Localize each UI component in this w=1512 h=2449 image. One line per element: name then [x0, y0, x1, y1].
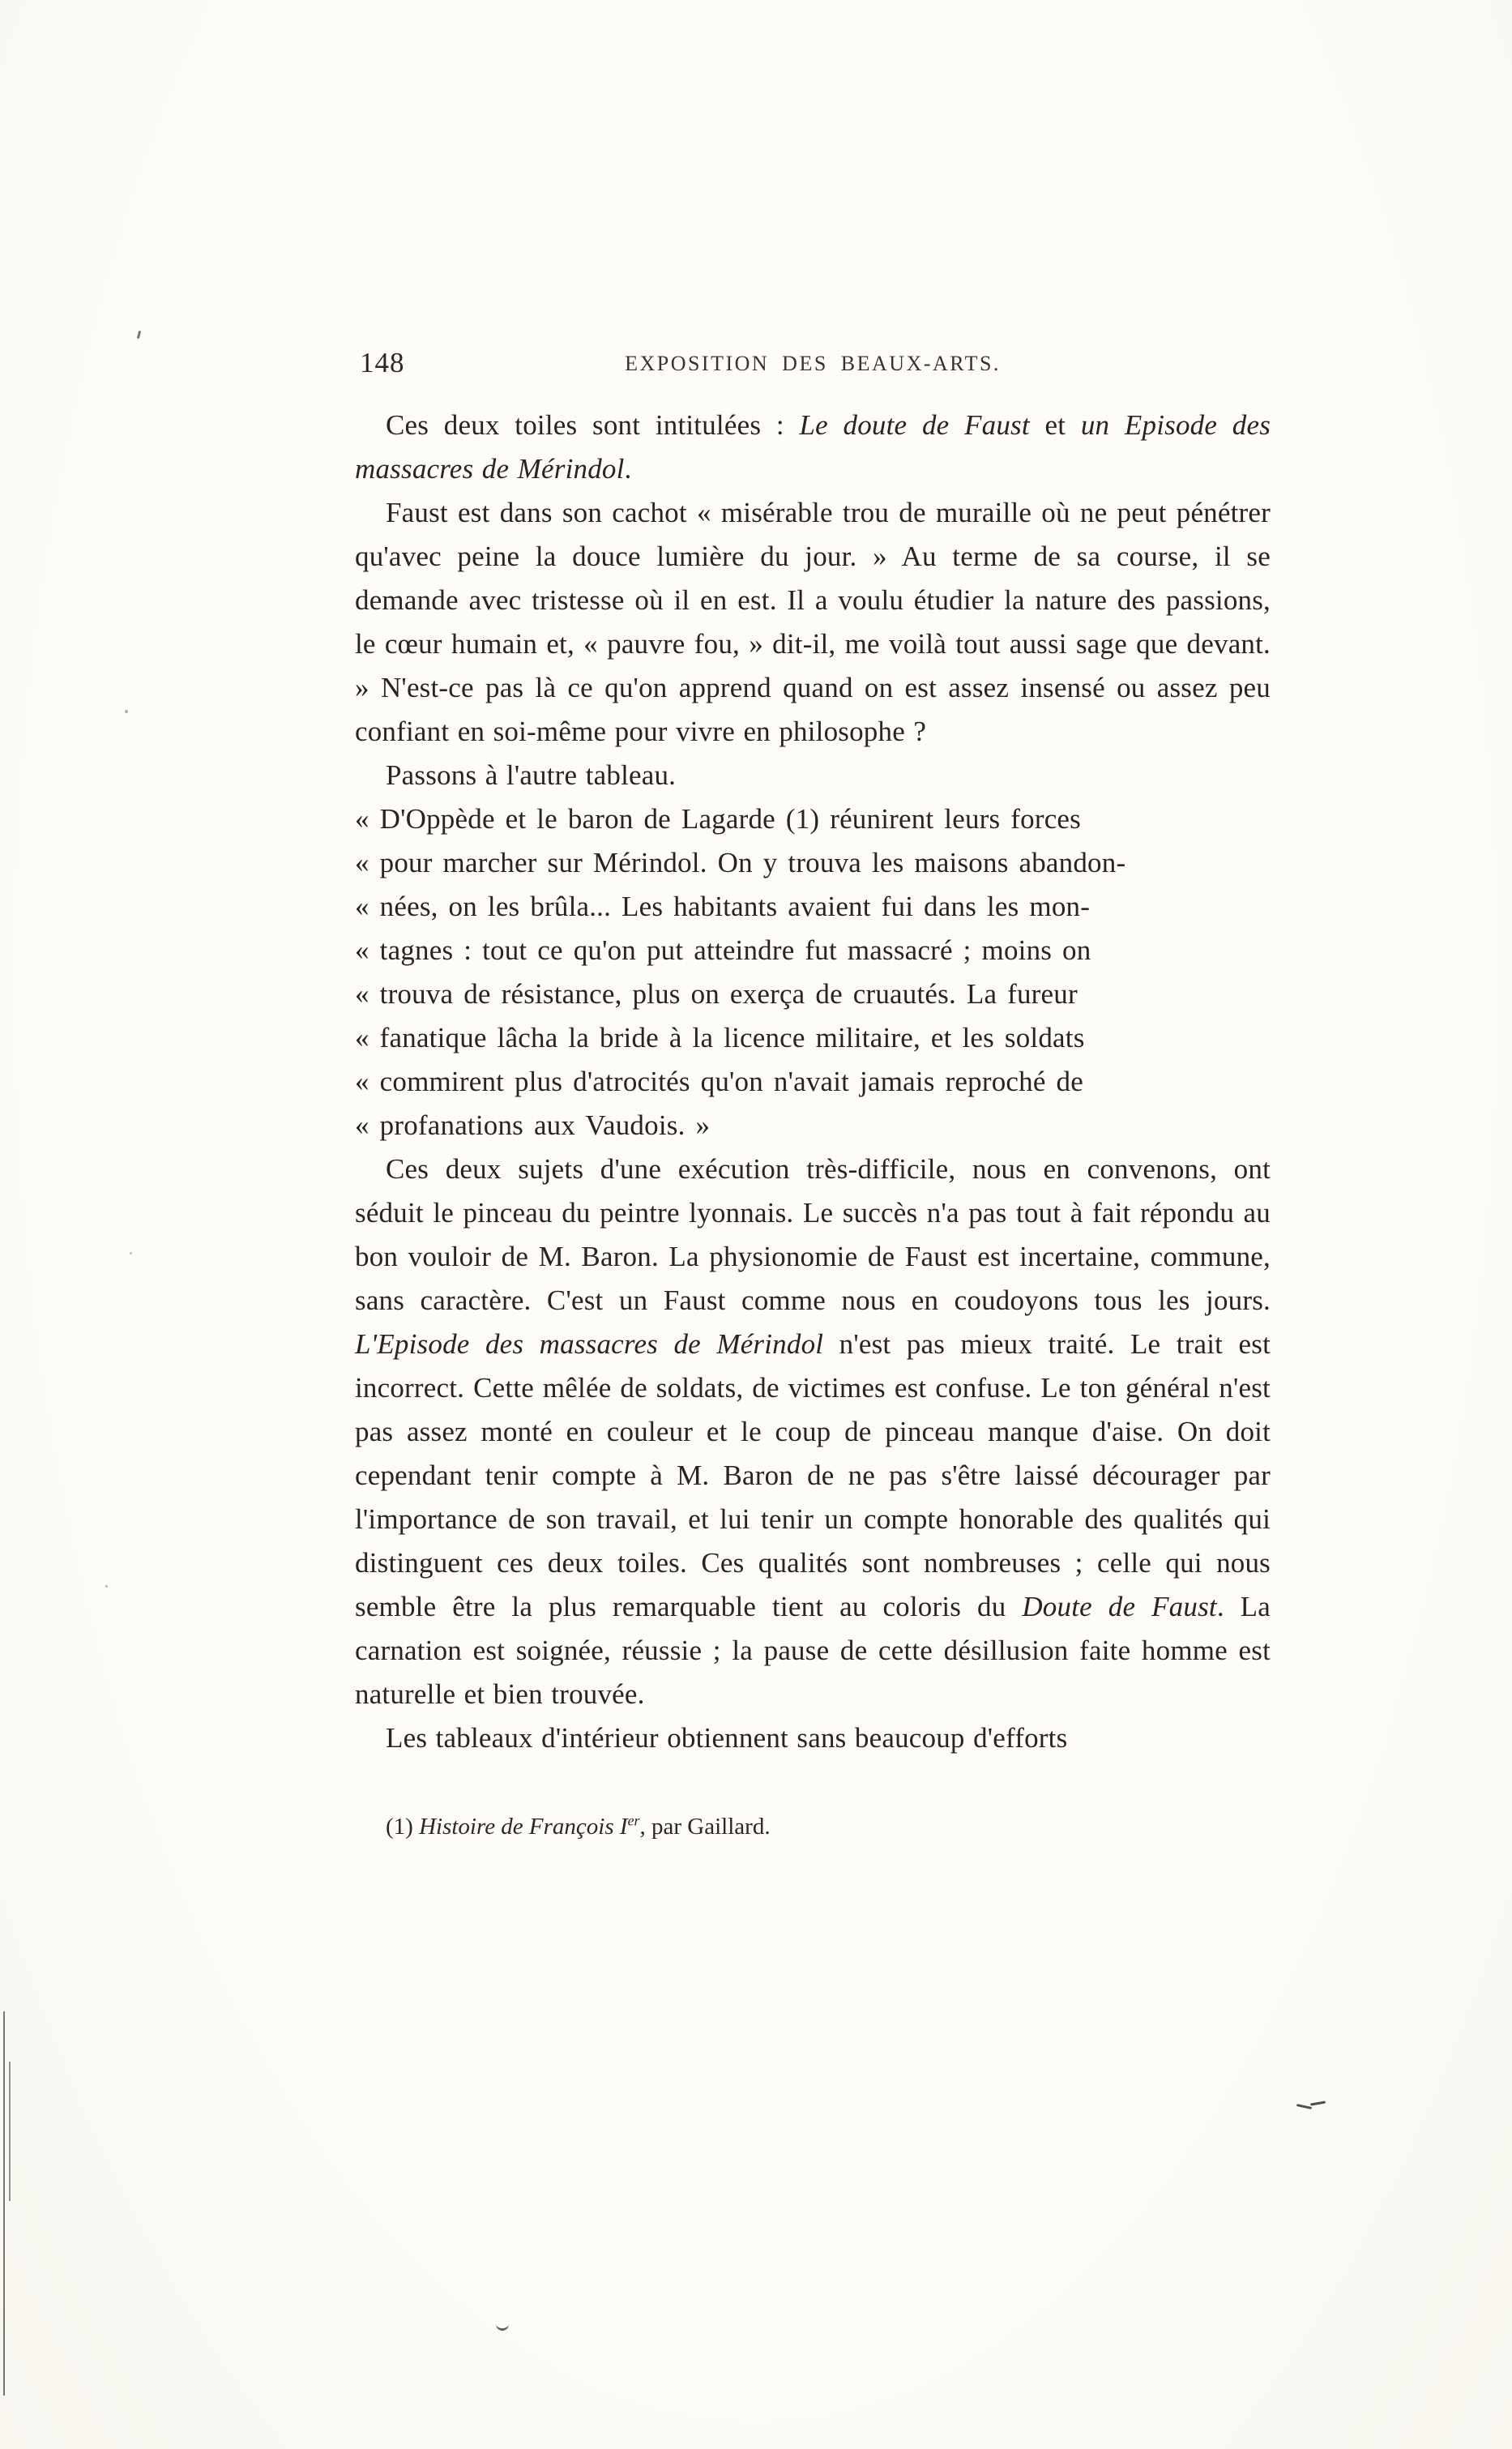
scan-artifact-edge-line [9, 2062, 11, 2201]
scan-artifact-squiggle [1310, 2101, 1326, 2105]
scan-artifact-speck [105, 1585, 108, 1588]
scan-artifact-apostrophe [137, 331, 141, 339]
quote-line: « trouva de résistance, plus on exerça de cruautés. La fureur [355, 978, 1078, 1010]
paragraph-closing: Les tableaux d'intérieur obtiennent sans beaucoup d'efforts [386, 1722, 1068, 1754]
paragraph-transition: Passons à l'autre tableau. [386, 759, 677, 791]
paragraph-faust: Faust est dans son cachot « misérable trou de muraille où ne peut pénétrer qu'avec peine la douce lumière du jour. » Au terme de sa course, il se demande avec tristesse où il en est. Il a voulu étudier la nature des passions, le cœur humain et, « pauvre fou, » dit-il, me voilà tout aussi sage que devant. » N'est-ce pas là ce qu'on apprend quand on est assez insensé ou assez peu confiant en soi-même pour vivre en philosophe ? [355, 497, 1271, 747]
scan-artifact-caret [496, 2321, 509, 2331]
paragraph-titles: Ces deux toiles sont intitulées : Le doute de Faust et un Episode des massacres de Mérindol. [355, 409, 1271, 485]
quote-line: « D'Oppède et le baron de Lagarde (1) réunirent leurs forces [355, 803, 1081, 835]
quote-line: « tagnes : tout ce qu'on put atteindre fut massacré ; moins on [355, 934, 1091, 966]
page-number: 148 [360, 347, 405, 378]
footnote: (1) Histoire de François Ier, par Gaillard. [386, 1812, 771, 1840]
scan-artifact-edge-line [3, 2011, 5, 2396]
scan-artifact-speck [125, 710, 128, 713]
quote-line: « profanations aux Vaudois. » [355, 1109, 711, 1141]
scan-artifact-squiggle [1296, 2104, 1312, 2109]
paragraph-critique: Ces deux sujets d'une exécution très-difficile, nous en convenons, ont séduit le pinceau du peintre lyonnais. Le succès n'a pas tout à fait répondu au bon vouloir de M. Baron. La physionomie de Faust est incertaine, commune, sans caractère. C'est un Faust comme nous en coudoyons tous les jours. L'Episode des massacres de Mérindol n'est pas mieux traité. Le trait est incorrect. Cette mêlée de soldats, de victimes est confuse. Le ton général n'est pas assez monté en couleur et le coup de pinceau manque d'aise. On doit cependant tenir compte à M. Baron de ne pas s'être laissé décourager par l'importance de son travail, et lui tenir un compte honorable des qualités qui distinguent ces deux toiles. Ces qualités sont nombreuses ; celle qui nous semble être la plus remarquable tient au coloris du Doute de Faust. La carnation est soignée, réussie ; la pause de cette désillusion faite homme est naturelle et bien trouvée. [355, 1153, 1271, 1710]
quote-block [355, 797, 1271, 1148]
running-title: EXPOSITION DES BEAUX-ARTS. [625, 352, 1001, 375]
quote-line: « fanatique lâcha la bride à la licence militaire, et les soldats [355, 1022, 1085, 1054]
quote-line: « nées, on les brûla... Les habitants avaient fui dans les mon- [355, 891, 1091, 922]
quote-line: « commirent plus d'atrocités qu'on n'avait jamais reproché de [355, 1066, 1083, 1097]
page-header [355, 347, 1271, 387]
scan-artifact-speck [130, 1252, 132, 1254]
quote-line: « pour marcher sur Mérindol. On y trouva les maisons abandon- [355, 847, 1126, 878]
text-block [355, 347, 1271, 1843]
